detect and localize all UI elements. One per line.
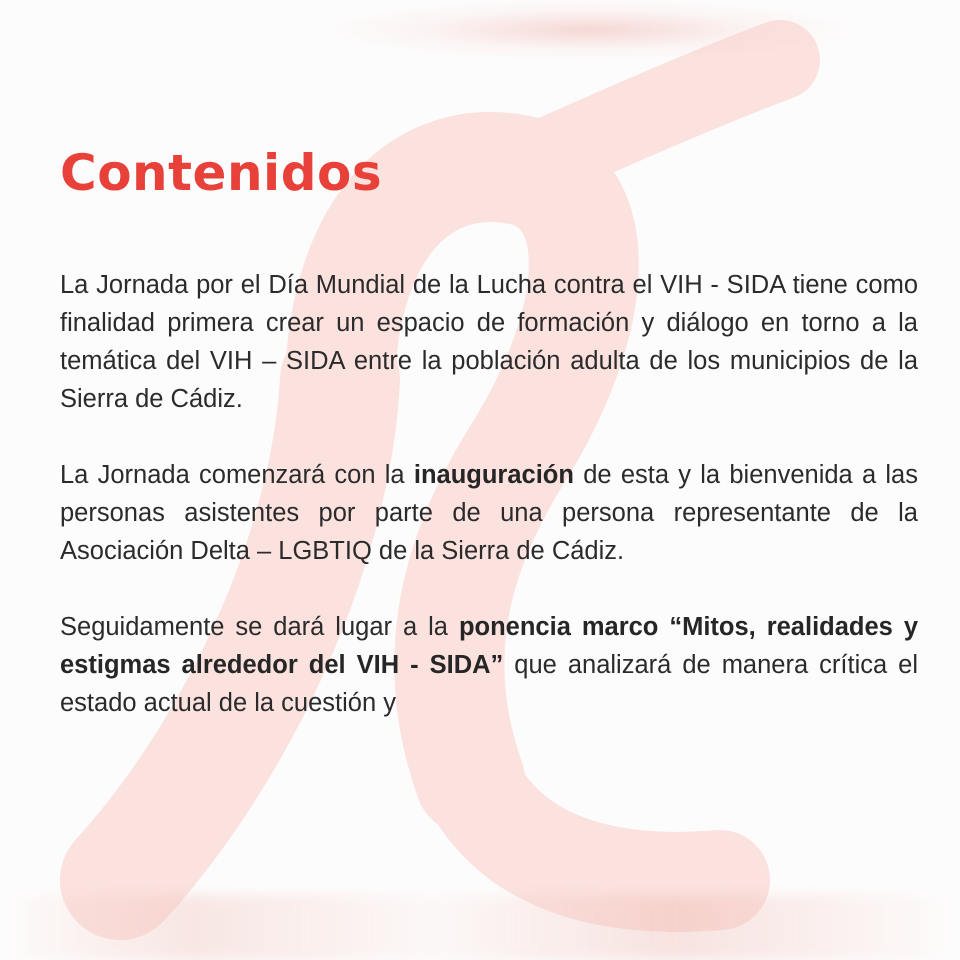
paragraph-ponencia-bold: ponencia marco “Mitos, realidades y estigmas alrededor del VIH - SIDA” — [60, 613, 919, 679]
paragraph-ponencia-text-before: Seguidamente se dará lugar a la — [60, 613, 459, 641]
top-blur-band — [330, 0, 850, 60]
paragraph-inauguration-text-before: La Jornada comenzará con la — [60, 461, 414, 489]
page-title: Contenidos — [60, 144, 383, 202]
paragraph-ponencia — [60, 608, 918, 722]
paragraph-inauguration-text-after: de esta y la bienvenida a las personas asistentes por parte de una persona representante de la Asociación Delta – LGBTIQ de la Sierra de Cádiz. — [60, 461, 918, 565]
bottom-blur-band — [0, 895, 960, 960]
content-block — [60, 128, 918, 722]
paragraph-ponencia-text-after: que analizará de manera crítica el estado actual de la cuestión y — [60, 651, 919, 717]
paragraph-inauguration-bold: inauguración — [413, 461, 574, 489]
paragraph-intro: La Jornada por el Día Mundial de la Lucha contra el VIH - SIDA tiene como finalidad primera crear un espacio de formación y diálogo en torno a la temática del VIH – SIDA entre la población adulta de los municipios de la Sierra de Cádiz. — [60, 271, 918, 413]
paragraph-inauguration — [60, 456, 918, 570]
